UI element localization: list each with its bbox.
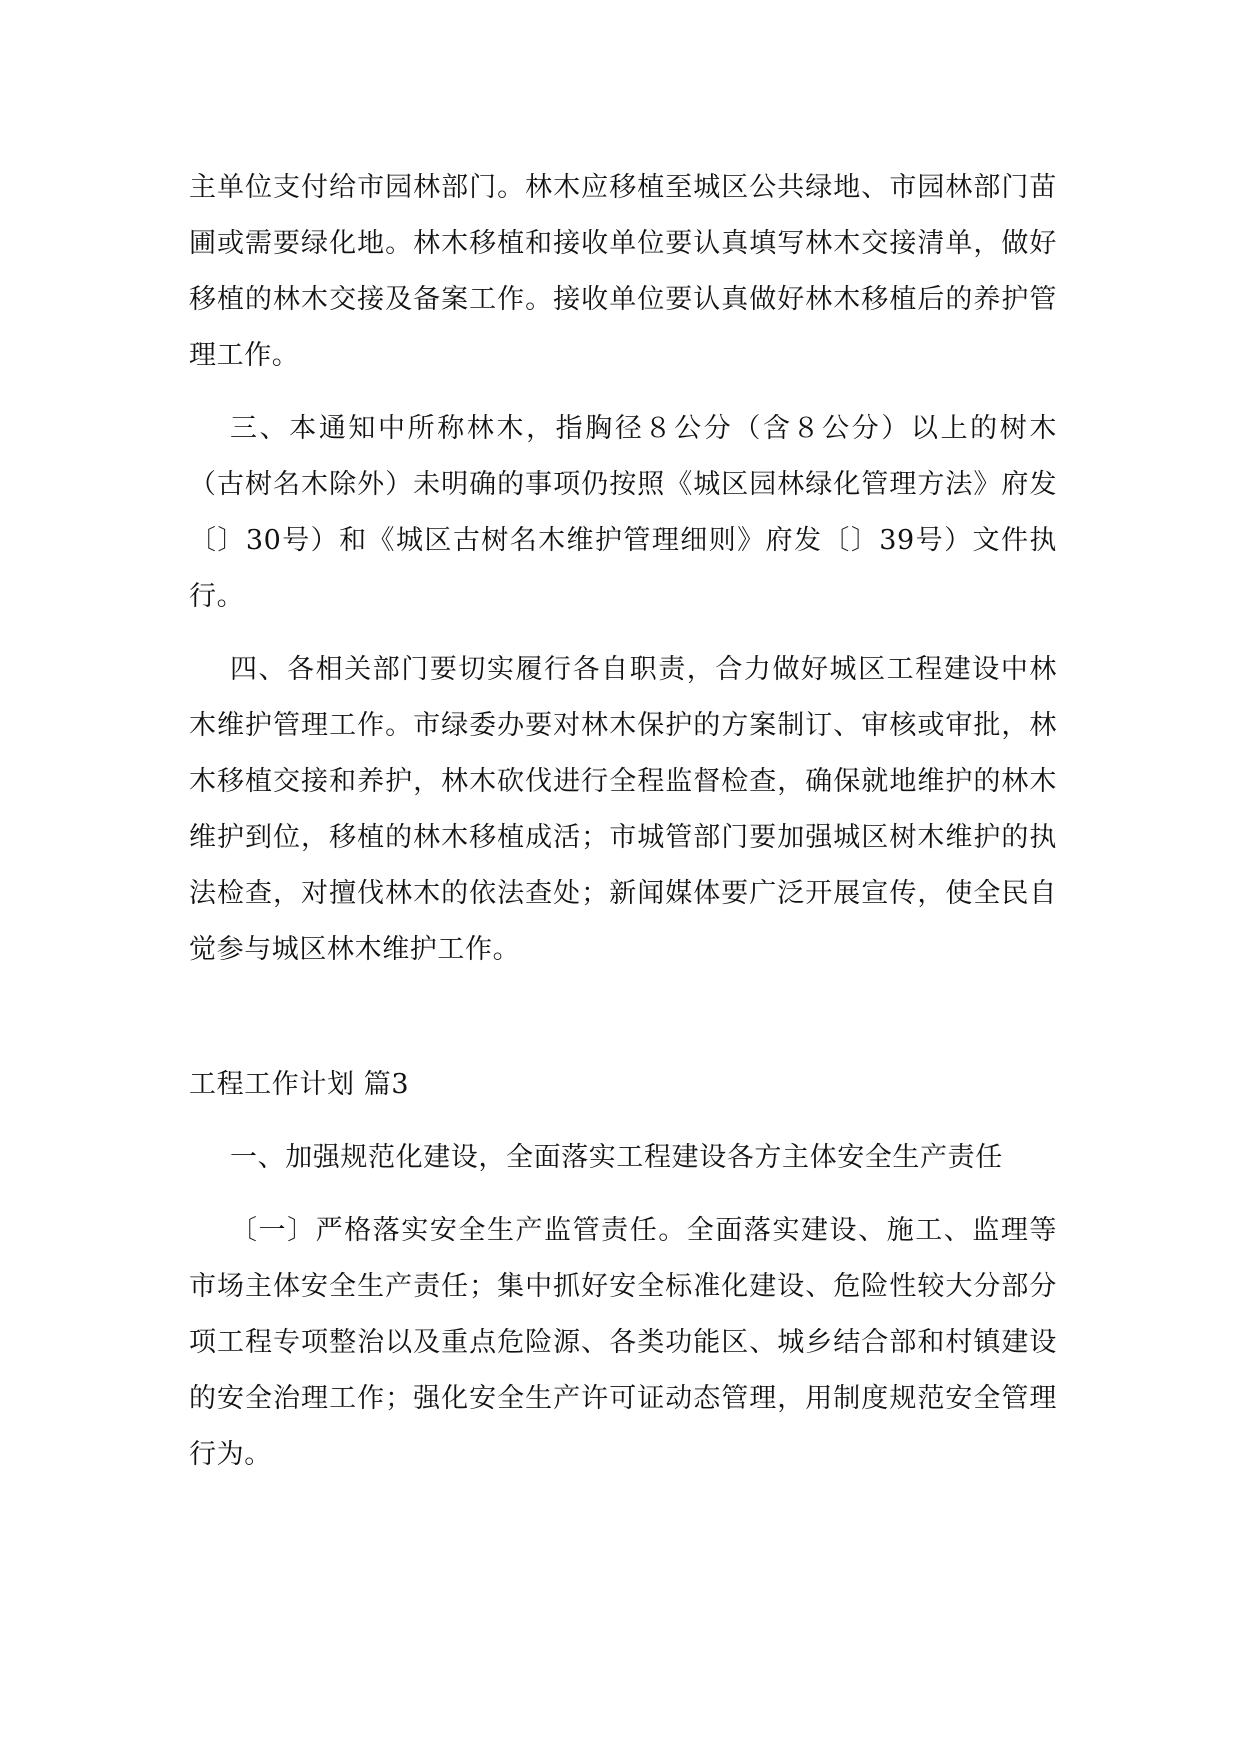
paragraph-subsection-one: 〔一〕严格落实安全生产监管责任。全面落实建设、施工、监理等市场主体安全生产责任；集中抓好安全标准化建设、危险性较大分部分项工程专项整治以及重点危险源、各类功能区、城乡结合部和村镇建设的安全治理工作；强化安全生产许可证动态管理，用制度规范安全管理行为。 <box>189 1215 1057 1470</box>
document-body <box>189 160 1057 1483</box>
paragraph-continuation: 主单位支付给市园林部门。林木应移植至城区公共绿地、市园林部门苗圃或需要绿化地。林木移植和接收单位要认真填写林木交接清单，做好移植的林木交接及备案工作。接收单位要认真做好林木移植后的养护管理工作。 <box>189 172 1057 371</box>
paragraph-item-three: 三、本通知中所称林木，指胸径８公分（含８公分）以上的树木（古树名木除外）未明确的事项仍按照《城区园林绿化管理方法》府发〔〕30号）和《城区古树名木维护管理细则》府发〔〕39号）文件执行。 <box>189 413 1057 612</box>
paragraph-item-four: 四、各相关部门要切实履行各自职责，合力做好城区工程建设中林木维护管理工作。市绿委办要对林木保护的方案制订、审核或审批，林木移植交接和养护，林木砍伐进行全程监督检查，确保就地维护的林木维护到位，移植的林木移植成活；市城管部门要加强城区树木维护的执法检查，对擅伐林木的依法查处；新闻媒体要广泛开展宣传，使全民自觉参与城区林木维护工作。 <box>189 654 1057 965</box>
section-heading: 工程工作计划 篇3 <box>189 1069 410 1100</box>
paragraph-section-one-title: 一、加强规范化建设，全面落实工程建设各方主体安全生产责任 <box>230 1142 1003 1173</box>
